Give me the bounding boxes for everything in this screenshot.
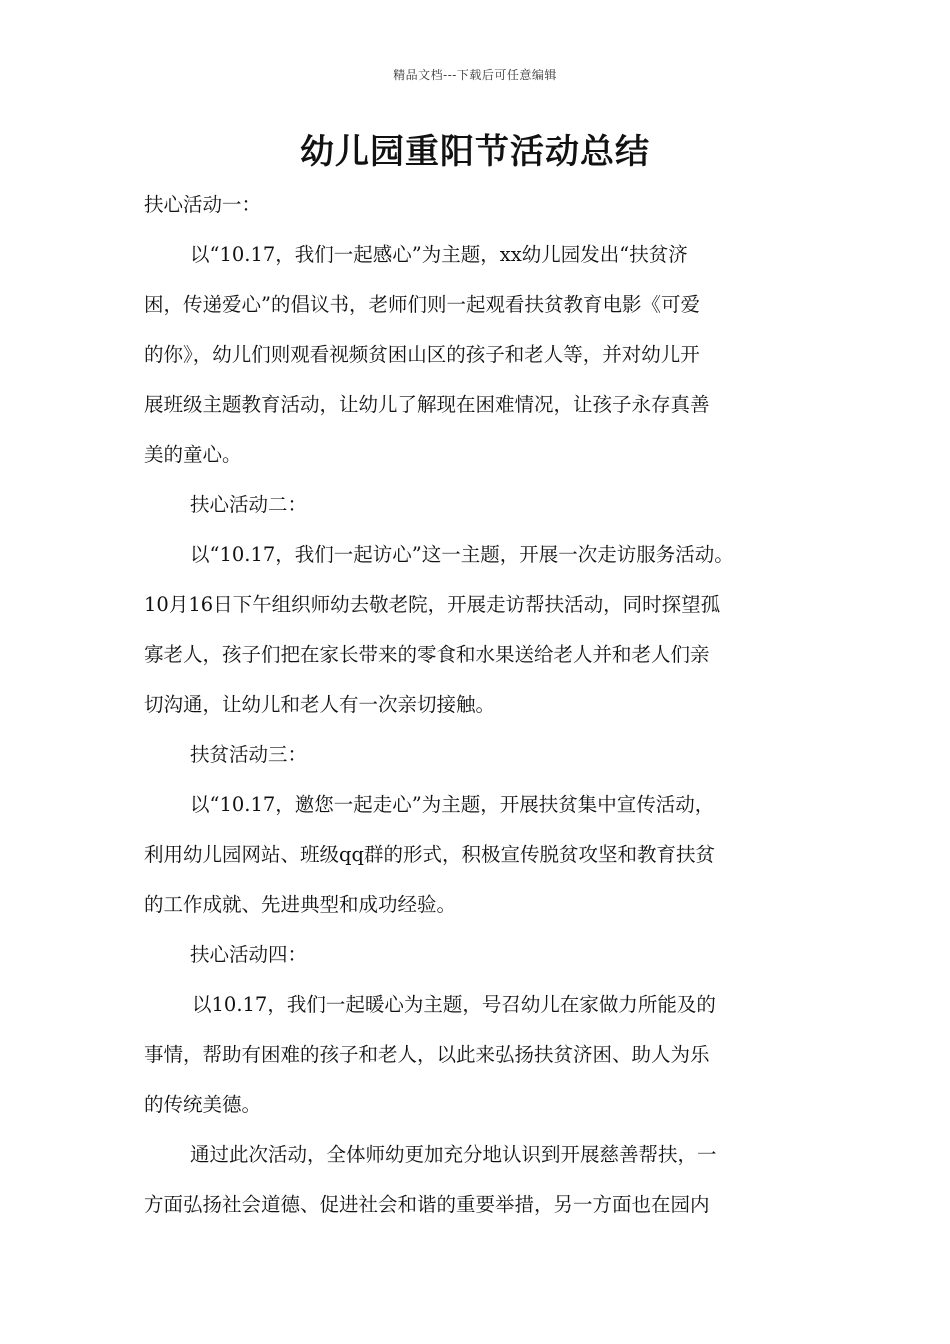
paragraph-line: 切沟通，让幼儿和老人有一次亲切接触。: [144, 693, 496, 716]
paragraph-line: 以“10.17，我们一起感心”为主题，xx幼儿园发出“扶贫济: [190, 243, 688, 266]
document-body: [144, 180, 824, 1230]
paragraph-line: 的传统美德。: [144, 1093, 262, 1116]
section-heading-4: 扶心活动四：: [190, 943, 308, 966]
paragraph-line: 美的童心。: [144, 443, 242, 466]
section-heading-2: 扶心活动二：: [190, 493, 308, 516]
paragraph-line: 困，传递爱心”的倡议书，老师们则一起观看扶贫教育电影《可爱: [144, 293, 700, 316]
paragraph-line: 事情，帮助有困难的孩子和老人，以此来弘扬扶贫济困、助人为乐: [144, 1043, 710, 1066]
paragraph-line: 10月16日下午组织师幼去敬老院，开展走访帮扶活动，同时探望孤: [144, 593, 721, 616]
paragraph-line: 寡老人，孩子们把在家长带来的零食和水果送给老人并和老人们亲: [144, 643, 710, 666]
paragraph-line: 通过此次活动，全体师幼更加充分地认识到开展慈善帮扶，一: [190, 1143, 717, 1166]
paragraph-line: 方面弘扬社会道德、促进社会和谐的重要举措，另一方面也在园内: [144, 1193, 710, 1216]
paragraph-line: 的你》，幼儿们则观看视频贫困山区的孩子和老人等，并对幼儿开: [144, 343, 700, 366]
paragraph-line: 以“10.17，邀您一起走心”为主题，开展扶贫集中宣传活动，: [190, 793, 715, 816]
paragraph-line: 以10.17，我们一起暖心为主题，号召幼儿在家做力所能及的: [192, 993, 716, 1016]
header-note: 精品文档---下载后可任意编辑: [393, 68, 557, 82]
paragraph-line: 的工作成就、先进典型和成功经验。: [144, 893, 457, 916]
section-heading-3: 扶贫活动三：: [190, 743, 308, 766]
paragraph-line: 展班级主题教育活动，让幼儿了解现在困难情况，让孩子永存真善: [144, 393, 710, 416]
paragraph-line: 以“10.17，我们一起访心”这一主题，开展一次走访服务活动。: [190, 543, 734, 566]
page-title: 幼儿园重阳节活动总结: [300, 132, 650, 172]
paragraph-line: 利用幼儿园网站、班级qq群的形式，积极宣传脱贫攻坚和教育扶贫: [144, 843, 715, 866]
section-heading-1: 扶心活动一：: [144, 193, 262, 216]
